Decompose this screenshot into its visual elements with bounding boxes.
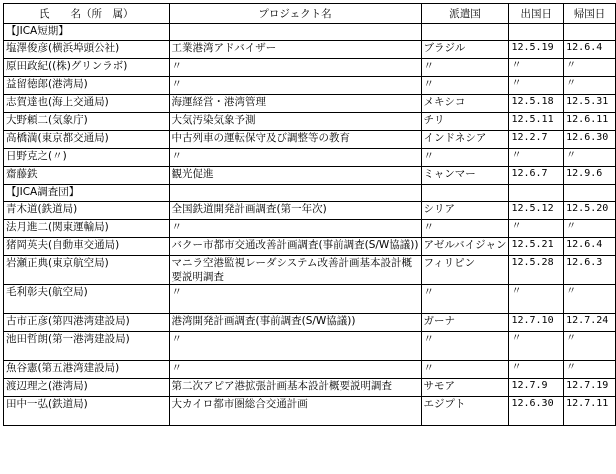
project-cell: 大カイロ都市圏総合交通計画 bbox=[169, 397, 421, 426]
project-cell: 海運経営・港湾管理 bbox=[169, 95, 421, 113]
table-row bbox=[4, 361, 616, 379]
project-cell: 〃 bbox=[169, 59, 421, 77]
table-row bbox=[4, 149, 616, 167]
return-cell: 〃 bbox=[564, 149, 616, 167]
section-row bbox=[4, 185, 616, 202]
return-cell: 〃 bbox=[564, 285, 616, 314]
depart-cell: 〃 bbox=[509, 285, 564, 314]
country-cell: ガーナ bbox=[421, 314, 509, 332]
country-cell: インドネシア bbox=[421, 131, 509, 149]
depart-cell: 12.7.10 bbox=[509, 314, 564, 332]
project-cell: 全国鉄道開発計画調査(第一年次) bbox=[169, 202, 421, 220]
name-cell: 高橋満(東京都交通局) bbox=[4, 131, 170, 149]
return-cell: 〃 bbox=[564, 332, 616, 361]
section-empty-cell bbox=[564, 24, 616, 41]
project-cell: 〃 bbox=[169, 285, 421, 314]
name-cell: 大野頼二(気象庁) bbox=[4, 113, 170, 131]
section-empty-cell bbox=[509, 24, 564, 41]
table-row bbox=[4, 256, 616, 285]
country-cell: 〃 bbox=[421, 332, 509, 361]
table-row bbox=[4, 332, 616, 361]
table-row bbox=[4, 77, 616, 95]
table-row bbox=[4, 167, 616, 185]
return-cell: 12.9.6 bbox=[564, 167, 616, 185]
return-cell: 12.6.4 bbox=[564, 41, 616, 59]
depart-cell: 12.5.28 bbox=[509, 256, 564, 285]
depart-cell: 12.6.30 bbox=[509, 397, 564, 426]
section-empty-cell bbox=[509, 185, 564, 202]
project-cell: 〃 bbox=[169, 149, 421, 167]
project-cell: 〃 bbox=[169, 77, 421, 95]
name-cell: 魚谷憲(第五港湾建設局) bbox=[4, 361, 170, 379]
country-cell: ブラジル bbox=[421, 41, 509, 59]
section-empty-cell bbox=[421, 24, 509, 41]
depart-cell: 12.6.7 bbox=[509, 167, 564, 185]
name-cell: 池田哲朗(第一港湾建設局) bbox=[4, 332, 170, 361]
table-row bbox=[4, 113, 616, 131]
section-empty-cell bbox=[169, 24, 421, 41]
name-cell: 齋藤鉄 bbox=[4, 167, 170, 185]
table-row bbox=[4, 202, 616, 220]
country-cell: 〃 bbox=[421, 149, 509, 167]
table-row bbox=[4, 59, 616, 77]
name-cell: 志賀達也(海上交通局) bbox=[4, 95, 170, 113]
name-cell: 青木道(鉄道局) bbox=[4, 202, 170, 220]
header-return: 帰国日 bbox=[564, 4, 616, 24]
return-cell: 12.7.11 bbox=[564, 397, 616, 426]
section-empty-cell bbox=[169, 185, 421, 202]
name-cell: 田中一弘(鉄道局) bbox=[4, 397, 170, 426]
return-cell: 12.5.20 bbox=[564, 202, 616, 220]
project-cell: 港湾開発計画調査(事前調査(S/W協議)) bbox=[169, 314, 421, 332]
depart-cell: 12.5.21 bbox=[509, 238, 564, 256]
country-cell: 〃 bbox=[421, 285, 509, 314]
name-cell: 益留徳郎(港湾局) bbox=[4, 77, 170, 95]
country-cell: シリア bbox=[421, 202, 509, 220]
country-cell: エジプト bbox=[421, 397, 509, 426]
return-cell: 12.6.3 bbox=[564, 256, 616, 285]
depart-cell: 12.2.7 bbox=[509, 131, 564, 149]
name-cell: 岩瀬正典(東京航空局) bbox=[4, 256, 170, 285]
table-row bbox=[4, 238, 616, 256]
country-cell: フィリピン bbox=[421, 256, 509, 285]
header-depart: 出国日 bbox=[509, 4, 564, 24]
depart-cell: 12.5.19 bbox=[509, 41, 564, 59]
country-cell: 〃 bbox=[421, 361, 509, 379]
section-empty-cell bbox=[421, 185, 509, 202]
table-row bbox=[4, 314, 616, 332]
name-cell: 日野克之(〃) bbox=[4, 149, 170, 167]
country-cell: ミャンマー bbox=[421, 167, 509, 185]
country-cell: メキシコ bbox=[421, 95, 509, 113]
section-row bbox=[4, 24, 616, 41]
depart-cell: 〃 bbox=[509, 220, 564, 238]
table-row bbox=[4, 285, 616, 314]
depart-cell: 12.5.11 bbox=[509, 113, 564, 131]
header-name: 氏 名（所 属） bbox=[4, 4, 170, 24]
table-row bbox=[4, 131, 616, 149]
return-cell: 12.7.24 bbox=[564, 314, 616, 332]
table-row bbox=[4, 379, 616, 397]
depart-cell: 12.7.9 bbox=[509, 379, 564, 397]
country-cell: チリ bbox=[421, 113, 509, 131]
country-cell: 〃 bbox=[421, 220, 509, 238]
table-row bbox=[4, 95, 616, 113]
return-cell: 12.7.19 bbox=[564, 379, 616, 397]
project-cell: 〃 bbox=[169, 332, 421, 361]
project-cell: 観光促進 bbox=[169, 167, 421, 185]
dispatch-table-container bbox=[3, 3, 616, 426]
project-cell: 大気汚染気象予測 bbox=[169, 113, 421, 131]
return-cell: 〃 bbox=[564, 220, 616, 238]
return-cell: 12.6.30 bbox=[564, 131, 616, 149]
depart-cell: 〃 bbox=[509, 361, 564, 379]
return-cell: 〃 bbox=[564, 361, 616, 379]
table-row bbox=[4, 220, 616, 238]
project-cell: 中古列車の運転保守及び調整等の教育 bbox=[169, 131, 421, 149]
project-cell: マニラ空港監視レーダシステム改善計画基本設計概要説明調査 bbox=[169, 256, 421, 285]
project-cell: 〃 bbox=[169, 361, 421, 379]
name-cell: 毛利彰夫(航空局) bbox=[4, 285, 170, 314]
header-project: プロジェクト名 bbox=[169, 4, 421, 24]
project-cell: バクー市都市交通改善計画調査(事前調査(S/W協議)) bbox=[169, 238, 421, 256]
depart-cell: 〃 bbox=[509, 149, 564, 167]
return-cell: 12.6.11 bbox=[564, 113, 616, 131]
depart-cell: 12.5.12 bbox=[509, 202, 564, 220]
section-title: 【JICA調査団】 bbox=[4, 185, 170, 202]
project-cell: 工業港湾アドバイザー bbox=[169, 41, 421, 59]
section-empty-cell bbox=[564, 185, 616, 202]
return-cell: 〃 bbox=[564, 59, 616, 77]
name-cell: 法月進二(関東運輸局) bbox=[4, 220, 170, 238]
name-cell: 塩澤俊彦(横浜埠頭公社) bbox=[4, 41, 170, 59]
name-cell: 古市正彦(第四港湾建設局) bbox=[4, 314, 170, 332]
table-body bbox=[4, 24, 616, 426]
name-cell: 猪岡英夫(自動車交通局) bbox=[4, 238, 170, 256]
section-title: 【JICA短期】 bbox=[4, 24, 170, 41]
country-cell: サモア bbox=[421, 379, 509, 397]
depart-cell: 〃 bbox=[509, 77, 564, 95]
return-cell: 12.5.31 bbox=[564, 95, 616, 113]
table-row bbox=[4, 397, 616, 426]
depart-cell: 〃 bbox=[509, 59, 564, 77]
header-row bbox=[4, 4, 616, 24]
project-cell: 第二次アピア港拡張計画基本設計概要説明調査 bbox=[169, 379, 421, 397]
depart-cell: 12.5.18 bbox=[509, 95, 564, 113]
name-cell: 渡辺理之(港湾局) bbox=[4, 379, 170, 397]
return-cell: 〃 bbox=[564, 77, 616, 95]
header-country: 派遣国 bbox=[421, 4, 509, 24]
country-cell: 〃 bbox=[421, 77, 509, 95]
name-cell: 原田政紀((株)グリンラボ) bbox=[4, 59, 170, 77]
dispatch-table bbox=[3, 3, 616, 426]
table-row bbox=[4, 41, 616, 59]
project-cell: 〃 bbox=[169, 220, 421, 238]
return-cell: 12.6.4 bbox=[564, 238, 616, 256]
country-cell: 〃 bbox=[421, 59, 509, 77]
country-cell: アゼルバイジャン bbox=[421, 238, 509, 256]
depart-cell: 〃 bbox=[509, 332, 564, 361]
